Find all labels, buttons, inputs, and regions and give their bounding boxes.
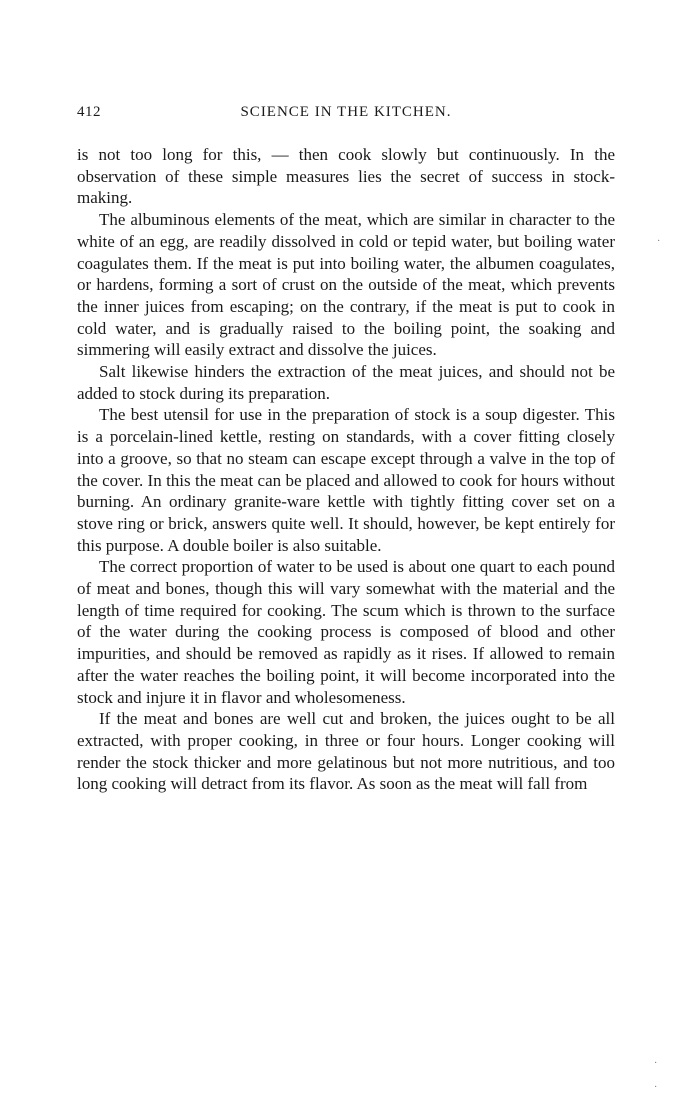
running-title: SCIENCE IN THE KITCHEN. [240,104,452,120]
paragraph-continued: is not too long for this, — then cook slowly but continuously. In the observation of these simple measures lies the secret of success in stock-making. [77,145,615,208]
margin-speck: · [654,1082,658,1093]
page-number: 412 [77,104,101,120]
paragraph: The best utensil for use in the preparation of stock is a soup digester. This is a porcelain-lined kettle, resting on standards, with a cover fitting closely into a groove, so that no steam can escape except through a valve in the top of the cover. In this the meat can be placed and allowed to cook for hours without burning. An ordinary granite-ware kettle with tightly fitting cover set on a stove ring or brick, answers quite well. It should, however, be kept entirely for this purpose. A double boiler is also suitable. [77,405,615,555]
paragraph: Salt likewise hinders the extraction of the meat juices, and should not be added to stock during its preparation. [77,362,615,403]
paragraph: The correct proportion of water to be used is about one quart to each pound of meat and bones, though this will vary somewhat with the material and the length of time required for cooking. The scum which is thrown to the surface of the water during the cooking process is composed of blood and other impurities, and should be removed as rapidly as it rises. If allowed to remain after the water reaches the boiling point, it will become incorporated into the stock and injure it in flavor and wholesomeness. [77,557,615,707]
paragraph: The albuminous elements of the meat, which are similar in character to the white of an egg, are readily dissolved in cold or tepid water, but boiling water coagulates them. If the meat is put into boiling water, the albumen coagulates, or hardens, forming a sort of crust on the outside of the meat, which prevents the inner juices from escaping; on the contrary, if the meat is put to cook in cold water, and is gradually raised to the boiling point, the soaking and simmering will easily extract and dissolve the juices. [77,210,615,360]
running-head [77,104,615,128]
book-page [77,104,615,795]
body-text [77,144,615,795]
margin-speck: · [654,1058,658,1069]
margin-speck: · [657,236,661,247]
paragraph: If the meat and bones are well cut and broken, the juices ought to be all extracted, with proper cooking, in three or four hours. Longer cooking will render the stock thicker and more gelatinous but not more nutritious, and too long cooking will detract from its flavor. As soon as the meat will fall from [77,709,615,794]
